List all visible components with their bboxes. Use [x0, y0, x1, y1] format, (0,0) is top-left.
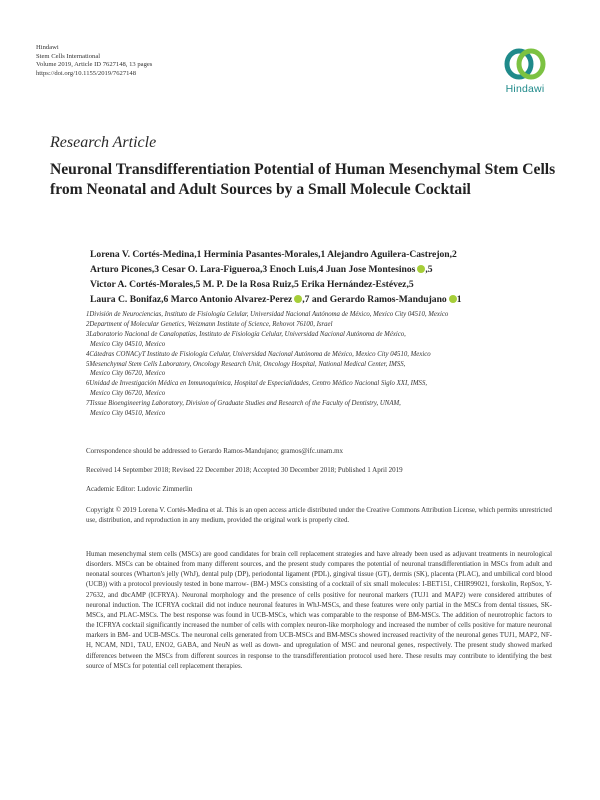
- affiliation: 5Mesenchymal Stem Cells Laboratory, Oncology Research Unit, Oncology Hospital, National Medical Center, IMSS,: [86, 360, 406, 368]
- journal-name: Stem Cells International: [36, 52, 101, 60]
- article-type: Research Article: [50, 134, 157, 151]
- affiliation-continued: Mexico City 06720, Mexico: [90, 370, 166, 378]
- affiliation: 2Department of Molecular Genetics, Weizmann Institute of Science, Rehovot 76100, Israel: [86, 320, 333, 328]
- hindawi-rings-icon: [502, 46, 548, 82]
- publication-dates: Received 14 September 2018; Revised 22 December 2018; Accepted 30 December 2018; Published 1 April 2019: [86, 466, 403, 474]
- paper-title: Neuronal Transdifferentiation Potential of Human Mesenchymal Stem Cells from Neonatal and Adult Sources by a Small Molecule Cocktail: [50, 161, 556, 198]
- affiliations: [86, 310, 576, 419]
- author-line-text: Arturo Picones,3 Cesar O. Lara-Figueroa,3 Enoch Luis,4 Juan Jose Montesinos: [90, 264, 416, 275]
- author-line: Victor A. Cortés-Morales,5 M. P. De la Rosa Ruiz,5 Erika Hernández-Estévez,5: [90, 279, 414, 290]
- author-line-text: and Gerardo Ramos-Mandujano: [311, 294, 447, 305]
- orcid-icon[interactable]: [449, 295, 457, 303]
- author-line: [90, 262, 560, 277]
- doi-link[interactable]: https://doi.org/10.1155/2019/7627148: [36, 69, 137, 77]
- affiliation: 4Cátedras CONACyT Instituto de Fisiología Celular, Universidad Nacional Autónoma de México, Mexico City 04510, Mexico: [86, 350, 431, 358]
- author-superscript: ,7: [302, 294, 310, 305]
- copyright-notice: Copyright © 2019 Lorena V. Cortés-Medina et al. This is an open access article distributed under the Creative Commons Attribution License, which permits unrestricted use, distribution, and reproduction in any medium, provided the original work is properly cited.: [86, 507, 552, 525]
- author-line-text: Laura C. Bonifaz,6 Marco Antonio Alvarez-Perez: [90, 294, 293, 305]
- affiliation: 6Unidad de Investigación Médica en Inmunoquímica, Hospital de Especialidades, Centro Médico Nacional Siglo XXI, IMSS,: [86, 380, 428, 388]
- affiliation: 1División de Neurociencias, Instituto de Fisiología Celular, Universidad Nacional Autónoma de México, Mexico City 04510, Mexico: [86, 311, 449, 318]
- affiliation-continued: Mexico City 04510, Mexico: [90, 340, 166, 348]
- logo-wordmark: Hindawi: [505, 83, 545, 95]
- publisher-name: Hindawi: [36, 44, 59, 51]
- affiliation-continued: Mexico City 04510, Mexico: [90, 410, 166, 418]
- correspondence: Correspondence should be addressed to Gerardo Ramos-Mandujano; gramos@ifc.unam.mx: [86, 447, 344, 455]
- hindawi-logo: [494, 46, 556, 104]
- author-line: Lorena V. Cortés-Medina,1 Herminia Pasantes-Morales,1 Alejandro Aguilera-Castrejon,2: [90, 249, 457, 260]
- author-list: [90, 247, 560, 307]
- volume-info: Volume 2019, Article ID 7627148, 13 pages: [36, 61, 153, 69]
- affiliation-continued: Mexico City 06720, Mexico: [90, 390, 166, 398]
- journal-header: [36, 44, 152, 78]
- author-superscript: 1: [456, 294, 462, 305]
- affiliation: 7Tissue Bioengineering Laboratory, Division of Graduate Studies and Research of the Faculty of Dentistry, UNAM,: [86, 400, 401, 408]
- academic-editor: Academic Editor: Ludovic Zimmerlin: [86, 485, 193, 493]
- author-superscript: ,5: [425, 264, 433, 275]
- author-line: [90, 292, 560, 307]
- abstract: Human mesenchymal stem cells (MSCs) are good candidates for brain cell replacement strategies and have already been used as adjuvant treatments in neurological disorders. MSCs can be obtained from many different sources, and the present study compares the potential of neuronal transdifferentiation in MSCs from adult and neonatal sources (Wharton's jelly (WhJ), dental pulp (DP), periodontal ligament (PDL), gingival tissue (GT), dermis (SK), placenta (PLAC), and umbilical cord blood (UCB)) with a protocol previously tested in bone marrow- (BM-) MSCs consisting of a cocktail of six small molecules: I-BET151, CHIR99021, forskolin, RepSox, Y-27632, and dbcAMP (ICFRYA). Neuronal morphology and the presence of cells positive for neuronal markers (TUJ1 and MAP2) were considered attributes of neuronal induction. The ICFRYA cocktail did not induce neuronal features in WhJ-MSCs, and these features were only partial in the MSCs from dental tissues, SK-MSCs, and PLAC-MSCs. The best response was found in UCB-MSCs, which was comparable to the response of BM-MSCs. The addition of neurotrophic factors to the ICFRYA cocktail significantly increased the number of cells with complex neuron-like morphology and increased the number of cells positive for mature neuronal markers in BM- and UCB-MSCs. The neuronal cells generated from UCB-MSCs and BM-MSCs showed increased reactivity of the neuronal genes TUJ1, MAP2, NF-H, NCAM, ND1, TAU, ENO2, GABA, and NeuN as well as down- and upregulation of MSC and neuronal genes, respectively. The present study showed marked differences between the MSCs from different sources in response to the transdifferentiation protocol used here. These results may contribute to identifying the best source of MSCs for potential cell replacement therapies.: [86, 550, 552, 670]
- affiliation: 3Laboratorio Nacional de Canalopatías, Instituto de Fisiología Celular, Universidad Nacional Autónoma de México,: [86, 330, 406, 338]
